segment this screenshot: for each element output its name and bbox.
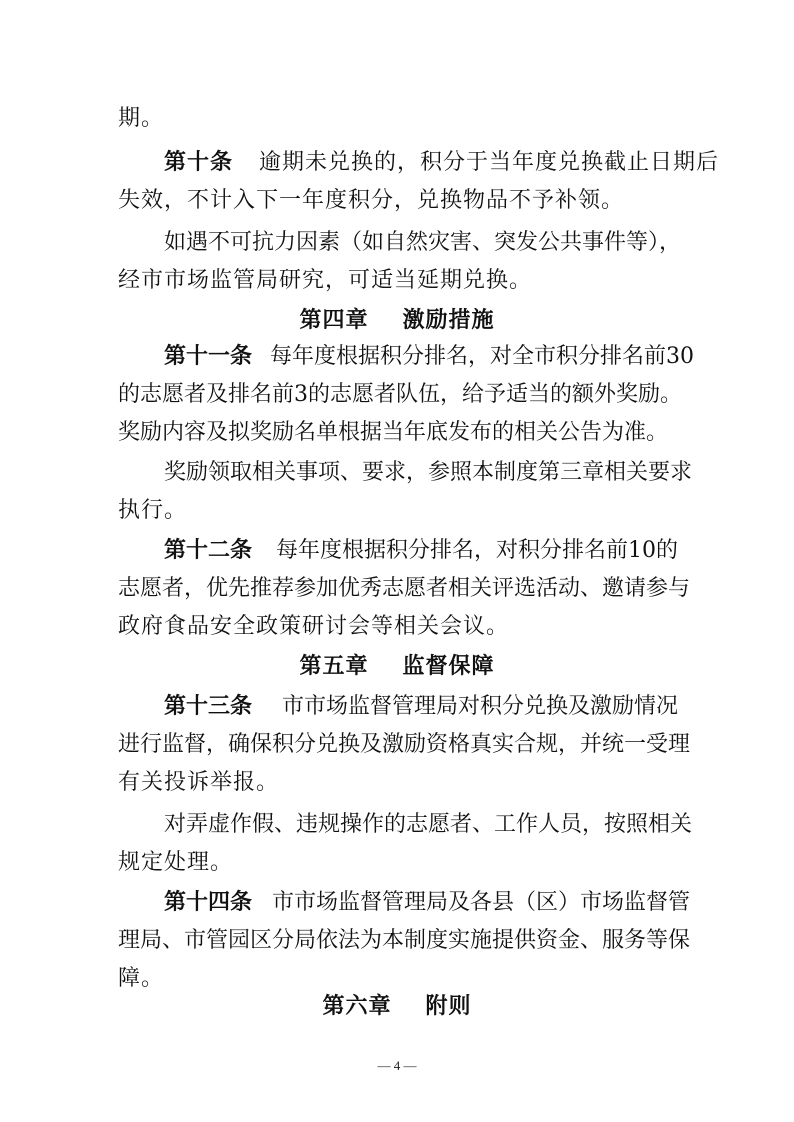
line-text: 如遇不可抗力因素（如自然灾害、突发公共事件等）， — [164, 230, 682, 255]
article-13-line — [164, 692, 678, 722]
line-text: 障。 — [118, 966, 165, 991]
chapter-number: 第六章 — [322, 994, 392, 1019]
paragraph-line — [118, 266, 532, 296]
line-text: 有关投诉举报。 — [118, 770, 280, 795]
line-text: 进行监督，确保积分兑换及激励资格真实合规，并统一受理 — [118, 732, 691, 757]
article-10-line — [164, 148, 719, 178]
line-text: 的志愿者及排名前3的志愿者队伍，给予适当的额外奖励。 — [118, 382, 682, 407]
paragraph-line — [118, 768, 279, 798]
paragraph-line — [118, 496, 187, 526]
line-text: 志愿者，优先推荐参加优秀志愿者相关评选活动、邀请参与 — [118, 576, 691, 601]
line-text: 执行。 — [118, 498, 188, 523]
article-heading: 第十条 — [164, 150, 234, 175]
line-text: 对弄虚作假、违规操作的志愿者、工作人员，按照相关 — [164, 812, 693, 837]
paragraph-line — [164, 458, 692, 488]
chapter-heading-6 — [0, 992, 794, 1022]
line-text: 市市场监督管理局对积分兑换及激励情况 — [282, 694, 679, 719]
paragraph-line — [118, 926, 690, 956]
line-text: 政府食品安全政策研讨会等相关会议。 — [118, 614, 510, 639]
line-text: 市市场监督管理局及各县（区）市场监督管 — [272, 890, 691, 915]
line-text: 规定处理。 — [118, 850, 234, 875]
line-text: 每年度根据积分排名，对全市积分排名前30 — [270, 344, 695, 369]
chapter-number: 第五章 — [299, 654, 369, 679]
paragraph-line — [118, 848, 233, 878]
article-14-line — [164, 888, 690, 918]
line-text: 奖励领取相关事项、要求，参照本制度第三章相关要求 — [164, 460, 693, 485]
article-heading: 第十四条 — [164, 890, 253, 915]
article-heading: 第十二条 — [164, 538, 253, 563]
page-number: — 4 — — [377, 1058, 417, 1073]
chapter-number: 第四章 — [299, 308, 369, 333]
chapter-title: 监督保障 — [402, 654, 495, 679]
paragraph-line — [164, 810, 692, 840]
paragraph-line — [118, 964, 164, 994]
line-text: 每年度根据积分排名，对积分排名前10的 — [276, 538, 679, 563]
paragraph-line — [118, 380, 682, 410]
paragraph-line — [118, 730, 690, 760]
chapter-title: 激励措施 — [402, 308, 495, 333]
paragraph-line — [118, 418, 668, 448]
paragraph-line — [118, 104, 164, 134]
chapter-title: 附则 — [425, 994, 472, 1019]
article-heading: 第十一条 — [164, 344, 253, 369]
article-12-line — [164, 536, 678, 566]
line-text: 经市市场监管局研究，可适当延期兑换。 — [118, 268, 533, 293]
paragraph-line — [164, 228, 681, 258]
paragraph-line — [118, 612, 509, 642]
chapter-heading-5 — [0, 652, 794, 682]
chapter-heading-4 — [0, 306, 794, 336]
line-text: 失效，不计入下一年度积分，兑换物品不予补领。 — [118, 188, 625, 213]
paragraph-line — [118, 186, 624, 216]
line-text: 理局、市管园区分局依法为本制度实施提供资金、服务等保 — [118, 928, 691, 953]
article-11-line — [164, 342, 694, 372]
paragraph-line — [118, 574, 690, 604]
line-text: 奖励内容及拟奖励名单根据当年底发布的相关公告为准。 — [118, 420, 669, 445]
line-text: 期。 — [118, 106, 165, 131]
line-text: 逾期未兑换的，积分于当年度兑换截止日期后 — [259, 150, 720, 175]
article-heading: 第十三条 — [164, 694, 253, 719]
